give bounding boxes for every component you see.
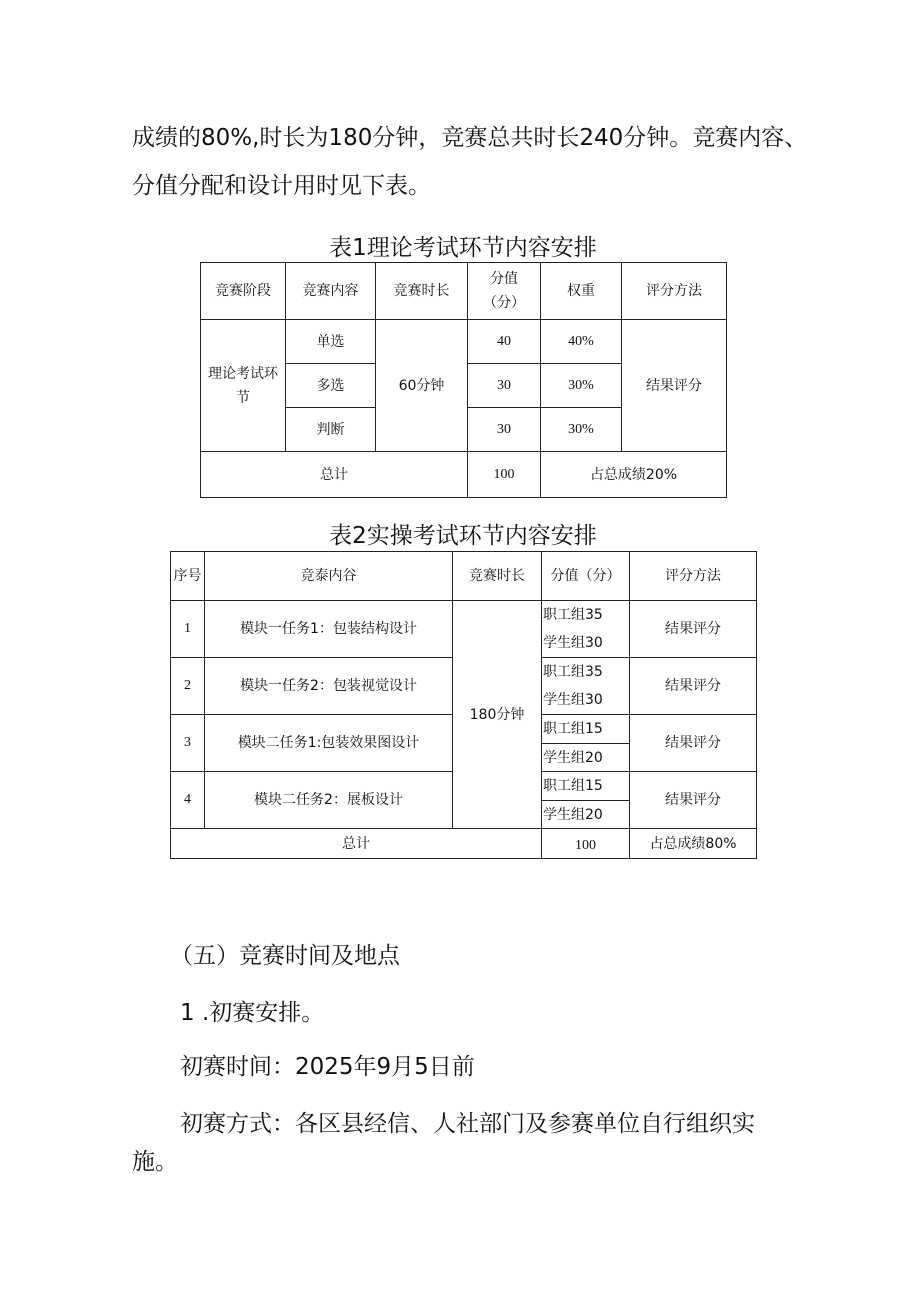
table2-header-row [171, 552, 757, 601]
table1-header-content: 竞赛内容 [286, 263, 376, 320]
table2 [170, 551, 757, 859]
table1-weight-1: 40% [541, 320, 622, 364]
table1-total-score: 100 [468, 452, 541, 498]
section-time: 初赛时间：2025年9月5日前 [180, 1054, 475, 1080]
table1-method: 结果评分 [622, 320, 727, 452]
table1-content-1: 单选 [286, 320, 376, 364]
table2-total-weight: 占总成绩80% [630, 829, 757, 859]
table2-method-2: 结果评分 [630, 658, 757, 715]
table1-total-weight: 占总成绩20% [541, 452, 727, 498]
table2-header-duration: 竞赛时长 [453, 552, 542, 601]
table1-score-1: 40 [468, 320, 541, 364]
table2-total-label: 总计 [171, 829, 542, 859]
table1-total-row [201, 452, 727, 498]
table1-header-stage: 竞赛阶段 [201, 263, 286, 320]
section-heading: （五）竞赛时间及地点 [170, 943, 400, 969]
table1-stage: 理论考试环节 [201, 320, 286, 452]
intro-line-1: 成绩的80%,时长为180分钟，竞赛总共时长240分钟。竞赛内容、 [132, 125, 808, 151]
table1-header-row [201, 263, 727, 320]
table1-weight-2: 30% [541, 364, 622, 408]
table1-score-3: 30 [468, 408, 541, 452]
table2-score-2 [542, 658, 630, 715]
table1-weight-3: 30% [541, 408, 622, 452]
table2-total-row [171, 829, 757, 859]
table1-total-label: 总计 [201, 452, 468, 498]
table2-header-method: 评分方法 [630, 552, 757, 601]
table-row [201, 320, 727, 364]
table1-content-3: 判断 [286, 408, 376, 452]
table2-header-no: 序号 [171, 552, 205, 601]
intro-line-2: 分值分配和设计用时见下表。 [132, 173, 431, 199]
table2-caption: 表2实操考试环节内容安排 [329, 523, 597, 549]
table1-header-method: 评分方法 [622, 263, 727, 320]
table2-no-3: 3 [171, 715, 205, 772]
section-method-line-2: 施。 [132, 1149, 178, 1175]
table1-score-2: 30 [468, 364, 541, 408]
table-row [171, 601, 757, 630]
table2-content-3: 模块二任务1:包装效果图设计 [205, 715, 453, 772]
table1 [200, 262, 727, 498]
table1-duration: 60分钟 [376, 320, 468, 452]
table2-header-content: 竞泰内谷 [205, 552, 453, 601]
table2-score-1 [542, 601, 630, 658]
table2-score-4a: 职工组15 [542, 772, 630, 801]
table2-method-4: 结果评分 [630, 772, 757, 829]
section-method-line-1: 初赛方式：各区县经信、人社部门及参赛单位自行组织实 [180, 1111, 755, 1137]
table2-content-1: 模块一任务1：包装结构设计 [205, 601, 453, 658]
table2-duration: 180分钟 [453, 601, 542, 829]
table2-header-score: 分值（分） [542, 552, 630, 601]
table1-header-score: 分值（分） [468, 263, 541, 320]
table2-score-1a: 职工组35 [543, 607, 603, 623]
table2-content-2: 模块一任务2：包装视觉设计 [205, 658, 453, 715]
table2-score-1b: 学生组30 [543, 635, 603, 651]
table2-content-4: 模块二任务2：展板设计 [205, 772, 453, 829]
table2-score-3a: 职工组15 [542, 715, 630, 744]
table2-no-4: 4 [171, 772, 205, 829]
table2-score-2a: 职工组35 [543, 664, 603, 680]
table1-header-weight: 权重 [541, 263, 622, 320]
table2-score-2b: 学生组30 [543, 692, 603, 708]
table2-score-4b: 学生组20 [542, 801, 630, 829]
table1-header-duration: 竞赛时长 [376, 263, 468, 320]
table2-no-1: 1 [171, 601, 205, 658]
table1-content-2: 多选 [286, 364, 376, 408]
table2-method-3: 结果评分 [630, 715, 757, 772]
table2-no-2: 2 [171, 658, 205, 715]
table2-method-1: 结果评分 [630, 601, 757, 658]
table1-caption: 表1理论考试环节内容安排 [329, 235, 597, 261]
section-item-1: 1 .初赛安排。 [180, 1000, 325, 1026]
table2-score-3b: 学生组20 [542, 744, 630, 772]
table2-total-score: 100 [542, 829, 630, 859]
